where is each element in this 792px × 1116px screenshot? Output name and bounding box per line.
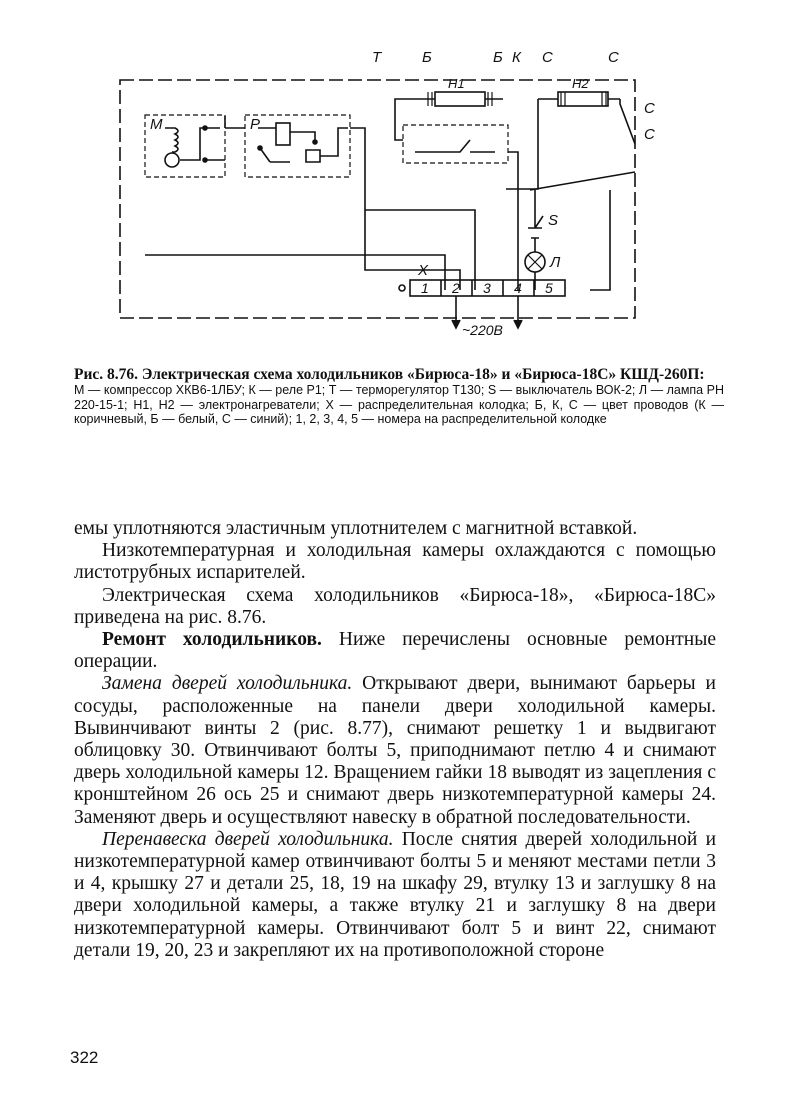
body-text	[74, 518, 716, 962]
label-b1: Б	[422, 49, 432, 66]
paragraph-2: Низкотемпературная и холодильная камеры охлаждаются с помощью листотрубных испарителей.	[74, 540, 716, 584]
paragraph-4	[74, 629, 716, 673]
label-s: S	[548, 212, 559, 229]
label-t: Т	[372, 49, 382, 66]
wiring-diagram	[110, 40, 670, 345]
label-h2: Н2	[572, 76, 589, 91]
thermostat-box	[403, 125, 508, 163]
label-l: Л	[550, 254, 561, 271]
terminal-2: 2	[452, 280, 460, 296]
paragraph-6	[74, 829, 716, 962]
label-voltage: ~220В	[462, 322, 503, 338]
heading-repair: Ремонт холодильников.	[102, 629, 322, 651]
label-c2: С	[608, 49, 619, 66]
paragraph-6-text: После снятия дверей холодильной и низкотемпературной камер отвинчивают болты 5 и меняют местами петли 3 и 4, крышку 27 и детали 25, 18, 19 на шкафу 29, втулку 13 и заглушку 8 на двери холодильной камеры, а также втулку 21 и заглушку 8 на двери низкотемпературной камеры. Отвинчивают болт 5 и винт 22, снимают детали 19, 20, 23 и закрепляют их на противоположной стороне	[74, 828, 717, 961]
caption-title: Рис. 8.76. Электрическая схема холодильников «Бирюса-18» и «Бирюса-18С» КШД-260П:	[74, 366, 705, 383]
terminal-1: 1	[421, 280, 429, 296]
paragraph-1: емы уплотняются эластичным уплотнителем с магнитной вставкой.	[74, 518, 638, 539]
label-k: К	[512, 49, 521, 66]
label-p: Р	[250, 116, 261, 133]
terminal-5: 5	[545, 280, 553, 296]
subheading-door-replacement: Замена дверей холодильника.	[102, 673, 353, 695]
label-m: М	[150, 116, 163, 133]
relay-coil	[276, 123, 290, 145]
paragraph-5-text: Открывают двери, вынимают барьеры и сосуды, расположенные на панели двери холодильной камеры. Вывинчивают винты 2 (рис. 8.77), снимают решетку 1 и выдвигают облицовку 30. Отвинчивают болты 5, приподнимают петлю 4 и снимают дверь холодильной камеры 12. Вращением гайки 18 выводят из зацепления с кронштейном 26 ось 25 и снимают дверь низкотемпературной камеры 24. Заменяют дверь и осуществляют навеску в обратной последовательности.	[74, 673, 716, 828]
paragraph-5	[74, 673, 716, 828]
subheading-door-rehanging: Перенавеска дверей холодильника.	[102, 828, 394, 850]
label-c4: С	[644, 126, 655, 143]
label-b2: Б	[493, 49, 503, 66]
heater-h1	[435, 92, 485, 106]
terminal-4: 4	[514, 280, 522, 296]
compressor-winding	[165, 128, 178, 152]
label-c3: С	[644, 100, 655, 117]
paragraph-4-text: Ниже перечислены основные ремонтные операции.	[74, 629, 717, 673]
figure-caption	[74, 366, 724, 427]
compressor-motor	[165, 153, 179, 167]
page-number: 322	[70, 1048, 99, 1067]
paragraph-3: Электрическая схема холодильников «Бирюса-18», «Бирюса-18С» приведена на рис. 8.76.	[74, 584, 716, 628]
label-x: Х	[418, 262, 429, 279]
outer-enclosure	[120, 80, 635, 318]
label-c1: С	[542, 49, 553, 66]
terminal-3: 3	[483, 280, 491, 296]
label-h1: Н1	[448, 76, 465, 91]
caption-legend: М — компрессор ХКВ6-1ЛБУ; К — реле Р1; Т — терморегулятор Т130; S — выключатель ВОК-2; Л — лампа РН 220-15-1; Н1, Н2 — электронагреватели; Х — распределительная колодка; Б, К, С — цвет проводов (К — коричневый, Б — белый, С — синий); 1, 2, 3, 4, 5 — номера на распределительной колодке	[74, 383, 724, 426]
switch-s	[528, 216, 543, 243]
